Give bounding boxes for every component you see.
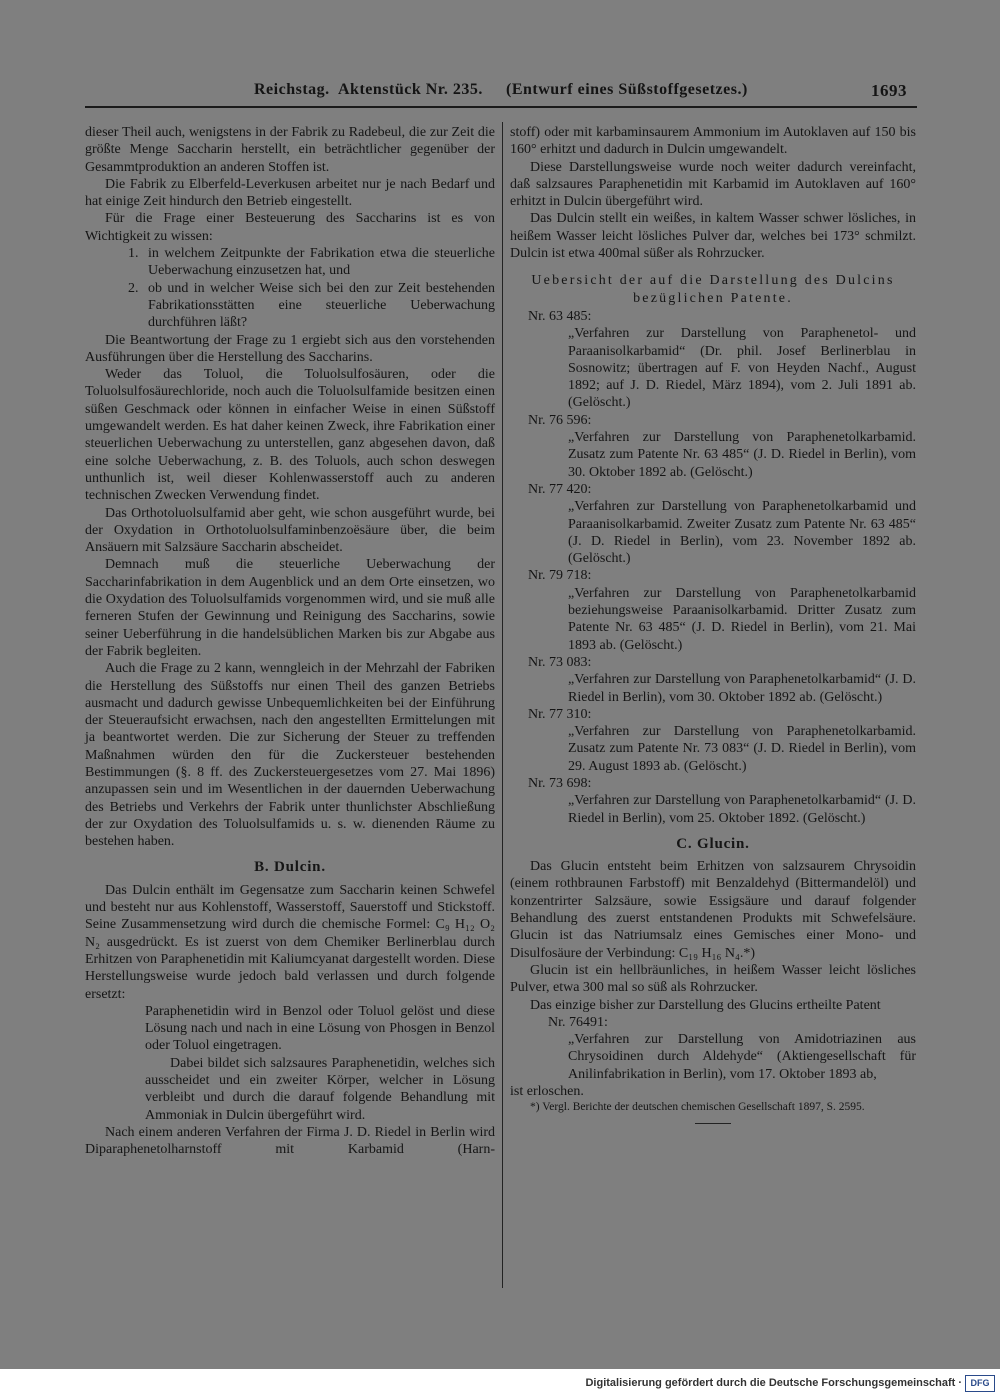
section-heading-glucin: C. Glucin. (676, 835, 750, 852)
paragraph: Das Orthotoluolsulfamid aber geht, wie schon ausgeführt wurde, bei der Oxydation in Orthotoluolsulfaminbenzoësäure über, die beim Ansäuern mit Salzsäure Saccharin abscheidet. (85, 505, 495, 556)
patent-number: Nr. 77 420: (528, 481, 592, 497)
list-number: 1. (128, 246, 139, 262)
header-title: Reichstag. (254, 81, 330, 98)
patent-entry (510, 706, 916, 775)
patent-number: Nr. 63 485: (528, 308, 592, 324)
quote-paragraph: Dabei bildet sich salzsaures Paraphenetidin, welches sich ausscheidet und ein zweiter Körper, welcher in Lösung verbleibt und durch die darauf folgende Behandlung mit Ammoniak in Dulcin übergeführt wird. (145, 1055, 495, 1123)
patent-entry (510, 654, 916, 706)
quote-paragraph: Paraphenetidin wird in Benzol oder Toluol gelöst und diese Lösung nach und nach in eine Lösung von Phosgen in Benzol oder Toluol eingetragen. (145, 1003, 495, 1054)
paragraph: Auch die Frage zu 2 kann, wenngleich in der Mehrzahl der Fabriken die Herstellung des Süßstoffs nur einen Theil des ganzen Betriebs ausmacht und dadurch gewisse Unbequemlichkeiten bei der Einführung der Steueraufsicht erwachsen, nach den angestellten Ermittelungen mit ja beantwortet werden. Die zur Sicherung der Steuer zu treffenden Maßnahmen würden den für die Zuckersteuer bestehenden Bestimmungen (§. 8 ff. des Zuckersteuergesetzes vom 27. Mai 1896) anzupassen sein und im Wesentlichen in der dauernden Ueberwachung des Betriebs und Verkehrs der Fabrik unter thunlichster Abschließung der zur Oxydation des Toluolsulfamids u. s. w. dienenden Räume zu bestehen haben. (85, 661, 495, 850)
header-subject: (Entwurf eines Süßstoffgesetzes.) (506, 81, 748, 98)
credit-text: Digitalisierung gefördert durch die Deutsche Forschungsgemeinschaft · (585, 1377, 962, 1389)
patent-number: Nr. 73 698: (528, 775, 592, 791)
patent-description: „Verfahren zur Darstellung von Paraphenetol- und Paraanisolkarbamid“ (Dr. phil. Josef Berlinerblau in Sosnowitz; übertragen auf F. von Heyden Nachf., August 1892; auf J. D. Riedel, März 1894), vom 2. Juli 1891 ab. (Gelöscht.) (568, 326, 916, 411)
patent-description: „Verfahren zur Darstellung von Paraphenetolkarbamid. Zusatz zum Patente Nr. 63 485“ (J. D. Riedel in Berlin), vom 30. Oktober 1892 ab. (Gelöscht.) (568, 430, 916, 480)
end-rule (695, 1123, 731, 1124)
paragraph: Die Fabrik zu Elberfeld-Leverkusen arbeitet nur je nach Bedarf und hat einige Zeit hindurch den Betrieb eingestellt. (85, 176, 495, 210)
header-document-number: Aktenstück Nr. 235. (338, 81, 483, 98)
paragraph: Nach einem anderen Verfahren der Firma J. D. Riedel in Berlin wird Diparaphenetolharnstoff mit Karbamid (Harn- (85, 1124, 495, 1158)
list-item-text: in welchem Zeitpunkte der Fabrikation etwa die steuerliche Ueberwachung einzusetzen hat, und (148, 246, 495, 279)
paragraph: Weder das Toluol, die Toluolsulfosäuren, oder die Toluolsulfosäurechloride, noch auch die Toluolsulfamide besitzen einen süßen Geschmack oder können in einfacher Weise in einen Süßstoff umgewandelt werden. Es hat daher keinen Zweck, ihre Fabrikation einer steuerlichen Ueberwachung zu unterstellen, ganz abgesehen davon, daß eine solche Ueberwachung, z. B. des Toluols, auch schon deswegen unthunlich ist, weil dieser Kohlenwasserstoff auch zu anderen technischen Zwecken Verwendung findet. (85, 367, 495, 504)
patent-number: Nr. 77 310: (528, 706, 592, 722)
patent-entry (510, 481, 916, 567)
patent-description: „Verfahren zur Darstellung von Paraphenetolkarbamid“ (J. D. Riedel in Berlin), vom 30. Oktober 1892 ab. (Gelöscht.) (568, 672, 916, 705)
page-number: 1693 (871, 81, 907, 100)
patent-description: „Verfahren zur Darstellung von Amidotriazinen aus Chrysoidinen durch Aldehyde“ (Aktiengesellschaft für Anilinfabrikation in Berlin), vom 17. Oktober 1893 ab, (568, 1032, 916, 1082)
list-number: 2. (128, 280, 139, 296)
paragraph: ist erloschen. (510, 1084, 584, 1100)
patent-entry (510, 308, 916, 412)
indented-quote (145, 1003, 495, 1124)
patent-number: Nr. 79 718: (528, 568, 592, 584)
paragraph: Das Dulcin stellt ein weißes, in kaltem Wasser schwer lösliches, in heißem Wasser leicht lösliches Pulver dar, welches bei 173° schmilzt. Dulcin ist etwa 400mal süßer als Rohrzucker. (510, 211, 916, 262)
paragraph: Das einzige bisher zur Darstellung des Glucins ertheilte Patent (530, 997, 881, 1013)
section-heading-dulcin: B. Dulcin. (254, 859, 326, 876)
digitization-credit-bar (0, 1369, 1000, 1397)
header-rule (85, 106, 917, 108)
left-column (85, 124, 495, 1159)
patent-description: „Verfahren zur Darstellung von Paraphenetolkarbamid beziehungsweise Paraanisolkarbamid. Dritter Zusatz zum Patente Nr. 63 485“ (J. D. Riedel in Berlin), vom 21. Mai 1893 ab. (Gelöscht.) (568, 585, 916, 653)
patents-heading: Uebersicht der auf die Darstellung des Dulcins bezüglichen Patente. (531, 273, 895, 306)
patent-entry (510, 567, 916, 653)
paragraph: Für die Frage einer Besteuerung des Saccharins ist es von Wichtigkeit zu wissen: (85, 211, 495, 244)
patent-number: Nr. 76 596: (528, 412, 592, 428)
patent-number: Nr. 73 083: (528, 654, 592, 670)
numbered-list-item (85, 280, 495, 332)
dfg-logo: DFG (965, 1375, 995, 1392)
patent-entry (510, 412, 916, 481)
paragraph: Das Dulcin enthält im Gegensatze zum Saccharin keinen Schwefel und besteht nur aus Kohlenstoff, Wasserstoff, Sauerstoff und Stickstoff. Seine Zusammensetzung wird durch die chemische Formel: C₉ H₁₂ O₂ N₂ ausgedrückt. Es ist zuerst von dem Chemiker Berlinerblau durch Erhitzen von Paraphenetidin mit Kaliumcyanat dargestellt worden. Diese Herstellungsweise wurde jedoch bald verlassen und durch folgende ersetzt: (85, 882, 495, 1002)
patent-entry (510, 775, 916, 827)
paragraph: stoff) oder mit karbaminsaurem Ammonium im Autoklaven auf 150 bis 160° erhitzt und dadurch in Dulcin umgewandelt. (510, 125, 916, 158)
numbered-list-item (85, 245, 495, 280)
paragraph: Das Glucin entsteht beim Erhitzen von salzsaurem Chrysoidin (einem rothbraunen Farbstoff) mit Benzaldehyd (Bittermandelöl) und konzentrirter Salzsäure, sowie Essigsäure und darauf folgender Behandlung des zuerst entstandenen Produkts mit Schwefelsäure. Glucin ist das Natriumsalz eines Gemisches einer Mono- und Disulfosäure der Verbindung: C₁₉ H₁₆ N₄.*) (510, 859, 916, 961)
patent-description: „Verfahren zur Darstellung von Paraphenetolkarbamid und Paraanisolkarbamid. Zweiter Zusatz zum Patente Nr. 63 485“ (J. D. Riedel in Berlin), vom 23. November 1892 ab. (Gelöscht.) (568, 499, 916, 567)
column-divider (502, 122, 503, 1288)
paragraph: Demnach muß die steuerliche Ueberwachung der Saccharinfabrikation in dem Augenblick und an dem Orte einsetzen, wo die Oxydation des Toluolsulfamids vorgenommen wird, und sie muß alle ferneren Stufen der Gewinnung und Reinigung des Saccharins, sowie seiner Ueberführung in die handelsüblichen Marken bis zur Abgabe aus der Fabrik begleiten. (85, 557, 495, 659)
patent-description: „Verfahren zur Darstellung von Paraphenetolkarbamid. Zusatz zum Patente Nr. 73 083“ (J. D. Riedel in Berlin), vom 29. August 1893 ab. (Gelöscht.) (568, 724, 916, 774)
paragraph: Diese Darstellungsweise wurde noch weiter dadurch vereinfacht, daß salzsaures Paraphenetidin mit Karbamid im Autoklaven auf 160° erhitzt in Dulcin übergeführt wird. (510, 159, 916, 210)
paragraph: Die Beantwortung der Frage zu 1 ergiebt sich aus den vorstehenden Ausführungen über die Herstellung des Saccharins. (85, 332, 495, 365)
paragraph: Glucin ist ein hellbräunliches, in heißem Wasser leicht lösliches Pulver, etwa 300 mal so süß als Rohrzucker. (510, 962, 916, 996)
paragraph: dieser Theil auch, wenigstens in der Fabrik zu Radebeul, die zur Zeit die größte Menge Saccharin herstellt, ein beträchtlicher gegenüber der Gesammtproduktion an anderen Stoffen ist. (85, 125, 495, 175)
patent-entry (510, 1014, 916, 1083)
list-item-text: ob und in welcher Weise sich bei den zur Zeit bestehenden Fabrikationsstätten eine steuerliche Ueberwachung durchführen läßt? (148, 280, 495, 331)
patent-description: „Verfahren zur Darstellung von Paraphenetolkarbamid“ (J. D. Riedel in Berlin), vom 25. Oktober 1892. (Gelöscht.) (568, 793, 916, 826)
patent-number: Nr. 76491: (548, 1014, 608, 1030)
right-column (510, 124, 916, 1124)
footnote: *) Vergl. Berichte der deutschen chemischen Gesellschaft 1897, S. 2595. (530, 1101, 865, 1114)
